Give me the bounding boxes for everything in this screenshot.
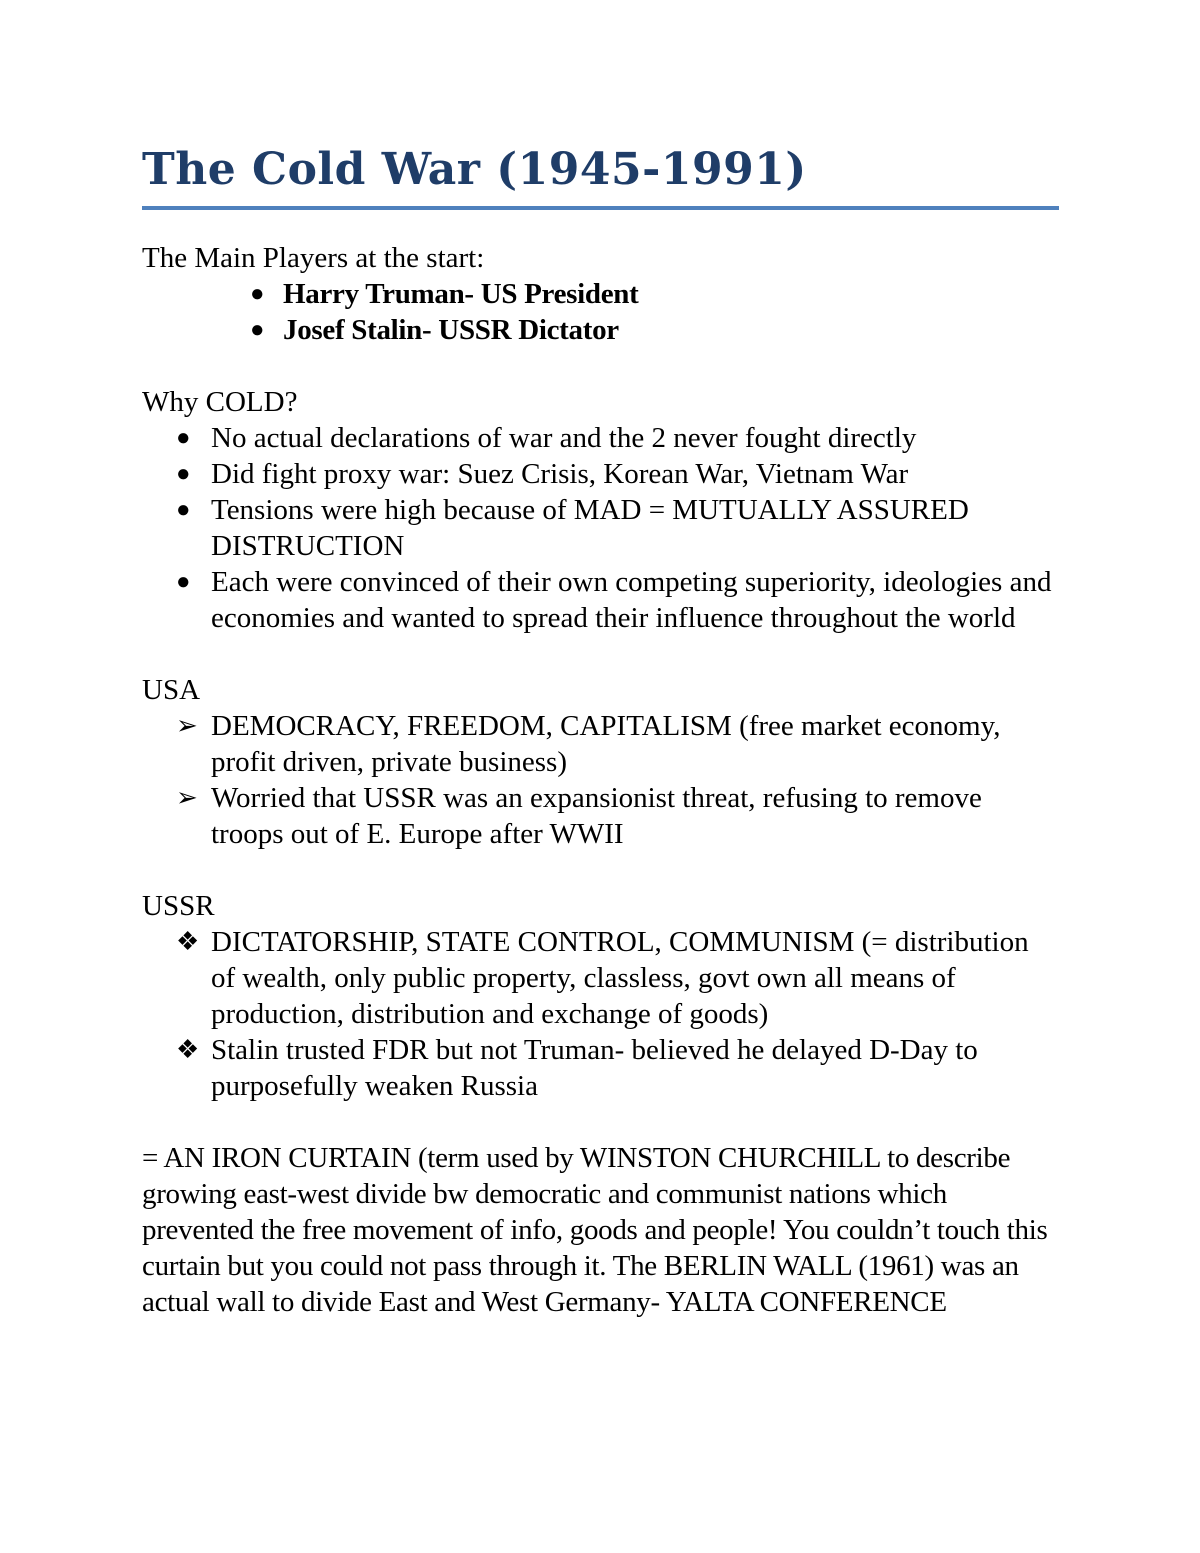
bullet-dot-icon: ● [176, 569, 191, 595]
bullet-dot-icon: ● [176, 497, 191, 523]
list-item [142, 312, 1059, 348]
list-item [142, 1032, 1059, 1104]
list-item-text: Stalin trusted FDR but not Truman- believed he delayed D-Day to purposefully weaken Russia [211, 1034, 978, 1102]
list-item [142, 708, 1059, 780]
bullet-diamond-icon: ❖ [176, 927, 200, 956]
list-item-text: Worried that USSR was an expansionist threat, refusing to remove troops out of E. Europe after WWII [211, 782, 982, 850]
list-item-text: No actual declarations of war and the 2 never fought directly [211, 422, 917, 454]
players-list [142, 276, 1059, 348]
usa-list [142, 708, 1059, 852]
ussr-list [142, 924, 1059, 1104]
bullet-dot-icon: ● [250, 281, 265, 307]
list-item [142, 924, 1059, 1032]
why-cold-list [142, 420, 1059, 636]
bullet-arrow-icon: ➢ [176, 783, 198, 812]
player-name: Harry Truman- US President [283, 278, 639, 310]
list-item-text: Did fight proxy war: Suez Crisis, Korean War, Vietnam War [211, 458, 909, 490]
list-item [142, 564, 1059, 636]
players-heading: The Main Players at the start: [142, 242, 485, 274]
list-item-text: DICTATORSHIP, STATE CONTROL, COMMUNISM (= distribution of wealth, only public property, classless, govt own all means of production, distribution and exchange of goods) [211, 926, 1029, 1030]
spacer [142, 348, 1059, 384]
bullet-arrow-icon: ➢ [176, 711, 198, 740]
bullet-dot-icon: ● [176, 461, 191, 487]
bullet-dot-icon: ● [176, 425, 191, 451]
page-title: The Cold War (1945-1991) [142, 140, 1059, 210]
list-item-text: DEMOCRACY, FREEDOM, CAPITALISM (free market economy, profit driven, private business) [211, 710, 1001, 778]
spacer [142, 210, 1059, 240]
spacer [142, 636, 1059, 672]
document-page [142, 140, 1059, 1320]
list-item [142, 456, 1059, 492]
list-item [142, 780, 1059, 852]
list-item-text: Tensions were high because of MAD = MUTUALLY ASSURED DISTRUCTION [211, 494, 969, 562]
list-item [142, 492, 1059, 564]
ussr-heading: USSR [142, 890, 215, 922]
player-name: Josef Stalin- USSR Dictator [283, 314, 619, 346]
spacer [142, 852, 1059, 888]
iron-curtain-paragraph: = AN IRON CURTAIN (term used by WINSTON CHURCHILL to describe growing east-west divide bw democratic and communist nations which prevented the free movement of info, goods and people! You couldn’t touch this curtain but you could not pass through it. The BERLIN WALL (1961) was an actual wall to divide East and West Germany- YALTA CONFERENCE [142, 1142, 1048, 1318]
bullet-dot-icon: ● [250, 317, 265, 343]
list-item-text: Each were convinced of their own competing superiority, ideologies and economies and wanted to spread their influence throughout the world [211, 566, 1052, 634]
list-item [142, 276, 1059, 312]
bullet-diamond-icon: ❖ [176, 1035, 200, 1064]
spacer [142, 1104, 1059, 1140]
usa-heading: USA [142, 674, 201, 706]
list-item [142, 420, 1059, 456]
why-cold-heading: Why COLD? [142, 386, 298, 418]
